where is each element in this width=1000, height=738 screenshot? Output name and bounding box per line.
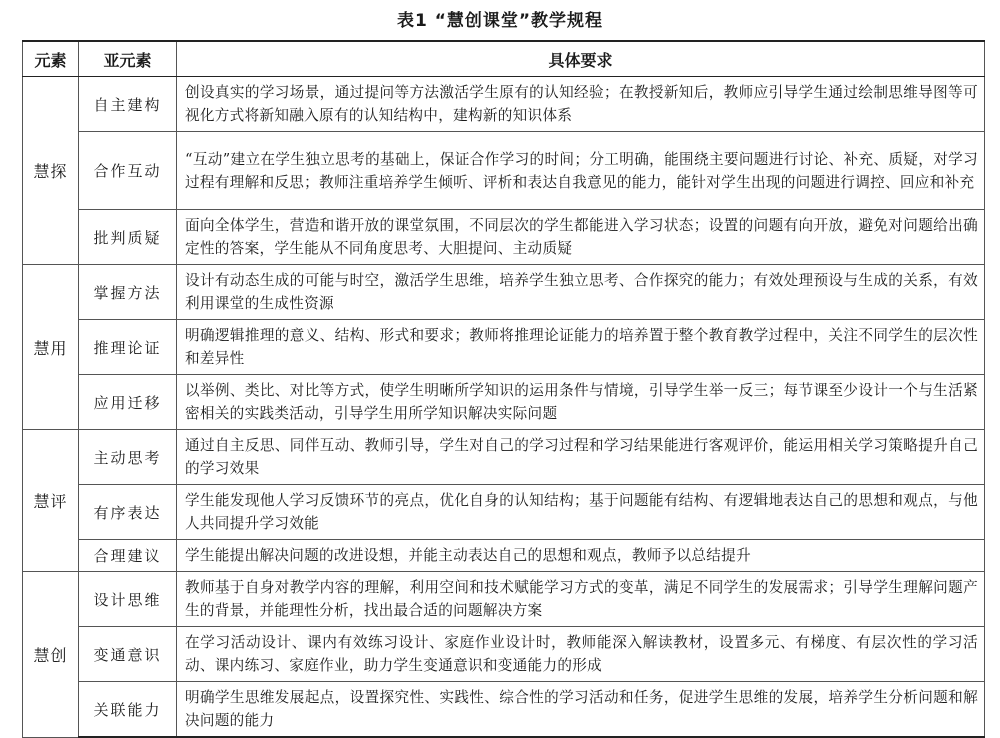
sub-element-cell: 自主建构 [79,77,177,132]
sub-element-cell: 变通意识 [79,627,177,682]
sub-element-cell: 批判质疑 [79,210,177,265]
element-cell: 慧用 [23,265,79,430]
table-row [23,77,985,132]
requirement-cell: 明确逻辑推理的意义、结构、形式和要求；教师将推理论证能力的培养置于整个教育教学过程中，关注不同学生的层次性和差异性 [177,320,985,375]
requirement-cell: 在学习活动设计、课内有效练习设计、家庭作业设计时，教师能深入解读教材，设置多元、有梯度、有层次性的学习活动、课内练习、家庭作业，助力学生变通意识和变通能力的形成 [177,627,985,682]
table-row [23,485,985,540]
requirement-cell: 学生能发现他人学习反馈环节的亮点，优化自身的认知结构；基于问题能有结构、有逻辑地表达自己的思想和观点，与他人共同提升学习效能 [177,485,985,540]
table-row [23,540,985,572]
table-row [23,627,985,682]
element-cell: 慧评 [23,430,79,572]
table-row [23,572,985,627]
teaching-procedure-table [22,40,985,738]
requirement-cell: “互动”建立在学生独立思考的基础上，保证合作学习的时间；分工明确，能围绕主要问题进行讨论、补充、质疑，对学习过程有理解和反思；教师注重培养学生倾听、评析和表达自我意见的能力，能针对学生出现的问题进行调控、回应和补充 [177,132,985,210]
requirement-cell: 学生能提出解决问题的改进设想，并能主动表达自己的思想和观点，教师予以总结提升 [177,540,985,572]
table-caption: 表1 “慧创课堂”教学规程 [396,11,604,31]
sub-element-cell: 主动思考 [79,430,177,485]
table-row [23,265,985,320]
table-row [23,430,985,485]
sub-element-cell: 关联能力 [79,682,177,738]
header-sub-element: 亚元素 [79,41,177,77]
requirement-cell: 以举例、类比、对比等方式，使学生明晰所学知识的运用条件与情境，引导学生举一反三；每节课至少设计一个与生活紧密相关的实践类活动，引导学生用所学知识解决实际问题 [177,375,985,430]
table-row [23,210,985,265]
table-row [23,320,985,375]
requirement-cell: 面向全体学生，营造和谐开放的课堂氛围，不同层次的学生都能进入学习状态；设置的问题有向开放，避免对问题给出确定性的答案，学生能从不同角度思考、大胆提问、主动质疑 [177,210,985,265]
requirement-cell: 明确学生思维发展起点，设置探究性、实践性、综合性的学习活动和任务，促进学生思维的发展，培养学生分析问题和解决问题的能力 [177,682,985,738]
header-requirement: 具体要求 [177,41,985,77]
table-row [23,132,985,210]
sub-element-cell: 合作互动 [79,132,177,210]
requirement-cell: 设计有动态生成的可能与时空，激活学生思维，培养学生独立思考、合作探究的能力；有效处理预设与生成的关系，有效利用课堂的生成性资源 [177,265,985,320]
element-cell: 慧探 [23,77,79,265]
sub-element-cell: 应用迁移 [79,375,177,430]
table-row [23,682,985,738]
requirement-cell: 通过自主反思、同伴互动、教师引导，学生对自己的学习过程和学习结果能进行客观评价，能运用相关学习策略提升自己的学习效果 [177,430,985,485]
sub-element-cell: 有序表达 [79,485,177,540]
sub-element-cell: 推理论证 [79,320,177,375]
sub-element-cell: 设计思维 [79,572,177,627]
element-cell: 慧创 [23,572,79,738]
requirement-cell: 创设真实的学习场景，通过提问等方法激活学生原有的认知经验；在教授新知后，教师应引导学生通过绘制思维导图等可视化方式将新知融入原有的认知结构中，建构新的知识体系 [177,77,985,132]
sub-element-cell: 掌握方法 [79,265,177,320]
table-row [23,375,985,430]
requirement-cell: 教师基于自身对教学内容的理解，利用空间和技术赋能学习方式的变革，满足不同学生的发展需求；引导学生理解问题产生的背景，并能理性分析，找出最合适的问题解决方案 [177,572,985,627]
header-element: 元素 [23,41,79,77]
sub-element-cell: 合理建议 [79,540,177,572]
table-header-row [23,41,985,77]
